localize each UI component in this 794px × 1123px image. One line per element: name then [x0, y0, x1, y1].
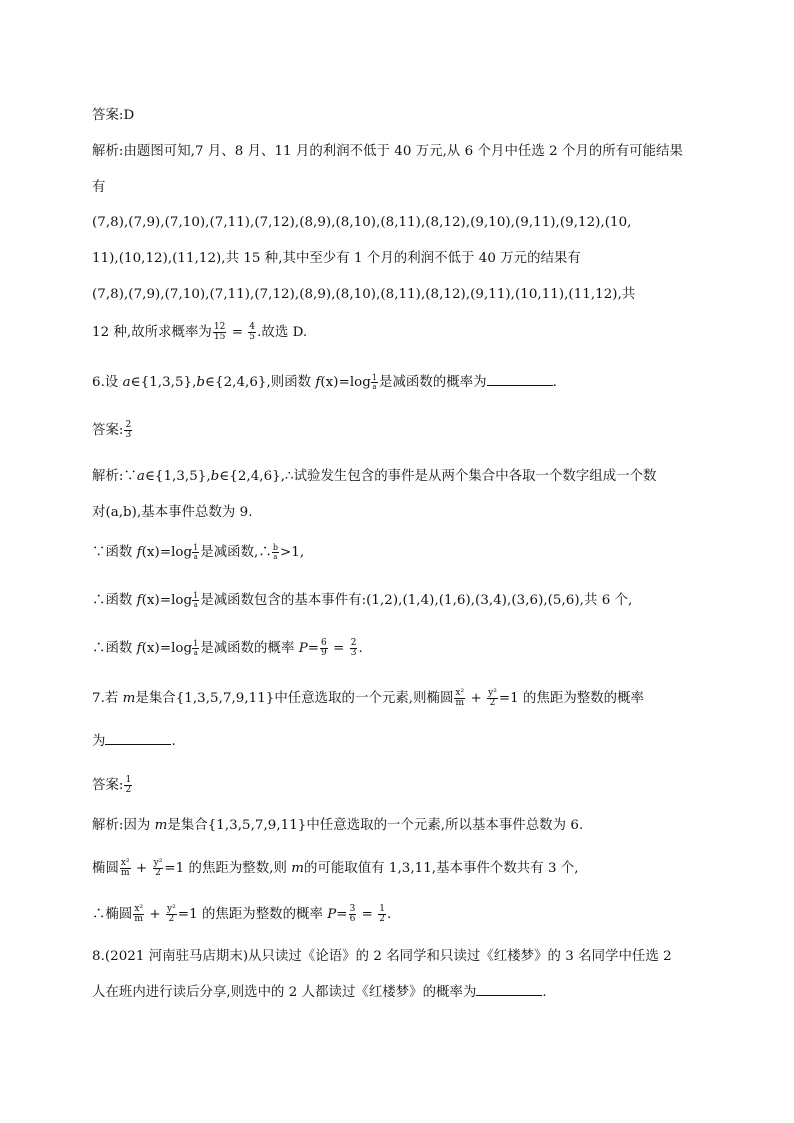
answer-blank: [105, 732, 171, 745]
q7-stem: 7.若 m是集合{1,3,5,7,9,11}中任意选取的一个元素,则椭圆 $\frac{\text{x²}}{m}$ + $\frac{\text{y²}}{2}$ =1 的焦距为整数的概率: [92, 688, 644, 708]
q7-answer-fraction: $\frac{1}{2}$: [125, 775, 132, 795]
q5-analysis-line-6: 12 种,故所求概率为 $\frac{12}{15}$ = $\frac{4}{5}$ .故选 D.: [92, 322, 308, 342]
q6-analysis-line-5: ∴函数 f(x)=log $\frac{1}{a}$ 是减函数的概率 P= $\frac{6}{9}$ = $\frac{2}{3}$ .: [92, 638, 363, 658]
x-squared-over-m: $\frac{\text{x²}}{m}$: [455, 688, 465, 708]
q7-stem-line-2: 为 .: [92, 734, 176, 749]
q5-analysis-line-3: (7,8),(7,9),(7,10),(7,11),(7,12),(8,9),(8,10),(8,11),(8,12),(9,10),(9,11),(9,12),(10,: [92, 215, 632, 230]
q5-fraction-4-5: $\frac{4}{5}$: [249, 322, 256, 342]
q6-analysis-line-2: 对(a,b),基本事件总数为 9.: [92, 505, 253, 520]
q8-stem-line-2: 人在班内进行读后分享,则选中的 2 人都读过《红楼梦》的概率为 .: [92, 985, 547, 1000]
q6-analysis-line-4: ∴函数 f(x)=log $\frac{1}{a}$ 是减函数包含的基本事件有:(1,2),(1,4),(1,6),(3,4),(3,6),(5,6),共 6 个,: [92, 591, 633, 609]
q8-stem-line-1: 8.(2021 河南驻马店期末)从只读过《论语》的 2 名同学和只读过《红楼梦》的 3 名同学中任选 2: [92, 949, 672, 964]
q5-analysis-line-2: 有: [92, 180, 106, 195]
q6-answer: 答案: $\frac{2}{3}$: [92, 420, 132, 440]
y-squared-over-2: $\frac{\text{y²}}{2}$: [488, 688, 497, 708]
q7-analysis-line-2: 椭圆 $\frac{\text{x²}}{m}$ + $\frac{\text{y²}}{2}$ =1 的焦距为整数,则 m的可能取值有 1,3,11,基本事件个数共有 3 个,: [92, 858, 579, 878]
q6-stem: 6.设 a∈{1,3,5},b∈{2,4,6},则函数 f(x)=log $\frac{1}{a}$ 是减函数的概率为 .: [92, 373, 557, 391]
q7-answer: 答案: $\frac{1}{2}$: [92, 775, 132, 795]
q7-analysis-line-1: 解析:因为 m是集合{1,3,5,7,9,11}中任意选取的一个元素,所以基本事件总数为 6.: [92, 818, 584, 833]
q5-analysis-line-1: 解析:由题图可知,7 月、8 月、11 月的利润不低于 40 万元,从 6 个月中任选 2 个月的所有可能结果: [92, 144, 683, 159]
q5-fraction-12-15: $\frac{12}{15}$: [213, 322, 226, 342]
answer-blank: [487, 373, 553, 386]
q6-analysis-line-3: ∵函数 f(x)=log $\frac{1}{a}$ 是减函数,∴ $\frac{b}{a}$ >1,: [92, 543, 305, 561]
q6-answer-fraction: $\frac{2}{3}$: [125, 420, 132, 440]
q6-analysis-line-1: 解析:∵a∈{1,3,5},b∈{2,4,6},∴试验发生包含的事件是从两个集合中各取一个数字组成一个数: [92, 469, 657, 484]
answer-blank: [476, 983, 542, 996]
q5-text: 12 种,故所求概率为: [92, 325, 212, 340]
log-base-fraction: $\frac{1}{a}$: [371, 373, 378, 391]
q5-analysis-line-4: 11),(10,12),(11,12),共 15 种,其中至少有 1 个月的利润不低于 40 万元的结果有: [92, 251, 581, 266]
q5-answer: 答案:D: [92, 108, 135, 123]
q5-analysis-line-5: (7,8),(7,9),(7,10),(7,11),(7,12),(8,9),(8,10),(8,11),(8,12),(9,11),(10,11),(11,12),共: [92, 287, 636, 302]
q7-analysis-line-3: ∴椭圆 $\frac{\text{x²}}{m}$ + $\frac{\text{y²}}{2}$ =1 的焦距为整数的概率 P= $\frac{3}{6}$ = $\frac{1}{2}$ .: [92, 904, 392, 924]
b-over-a-fraction: $\frac{b}{a}$: [272, 543, 278, 561]
